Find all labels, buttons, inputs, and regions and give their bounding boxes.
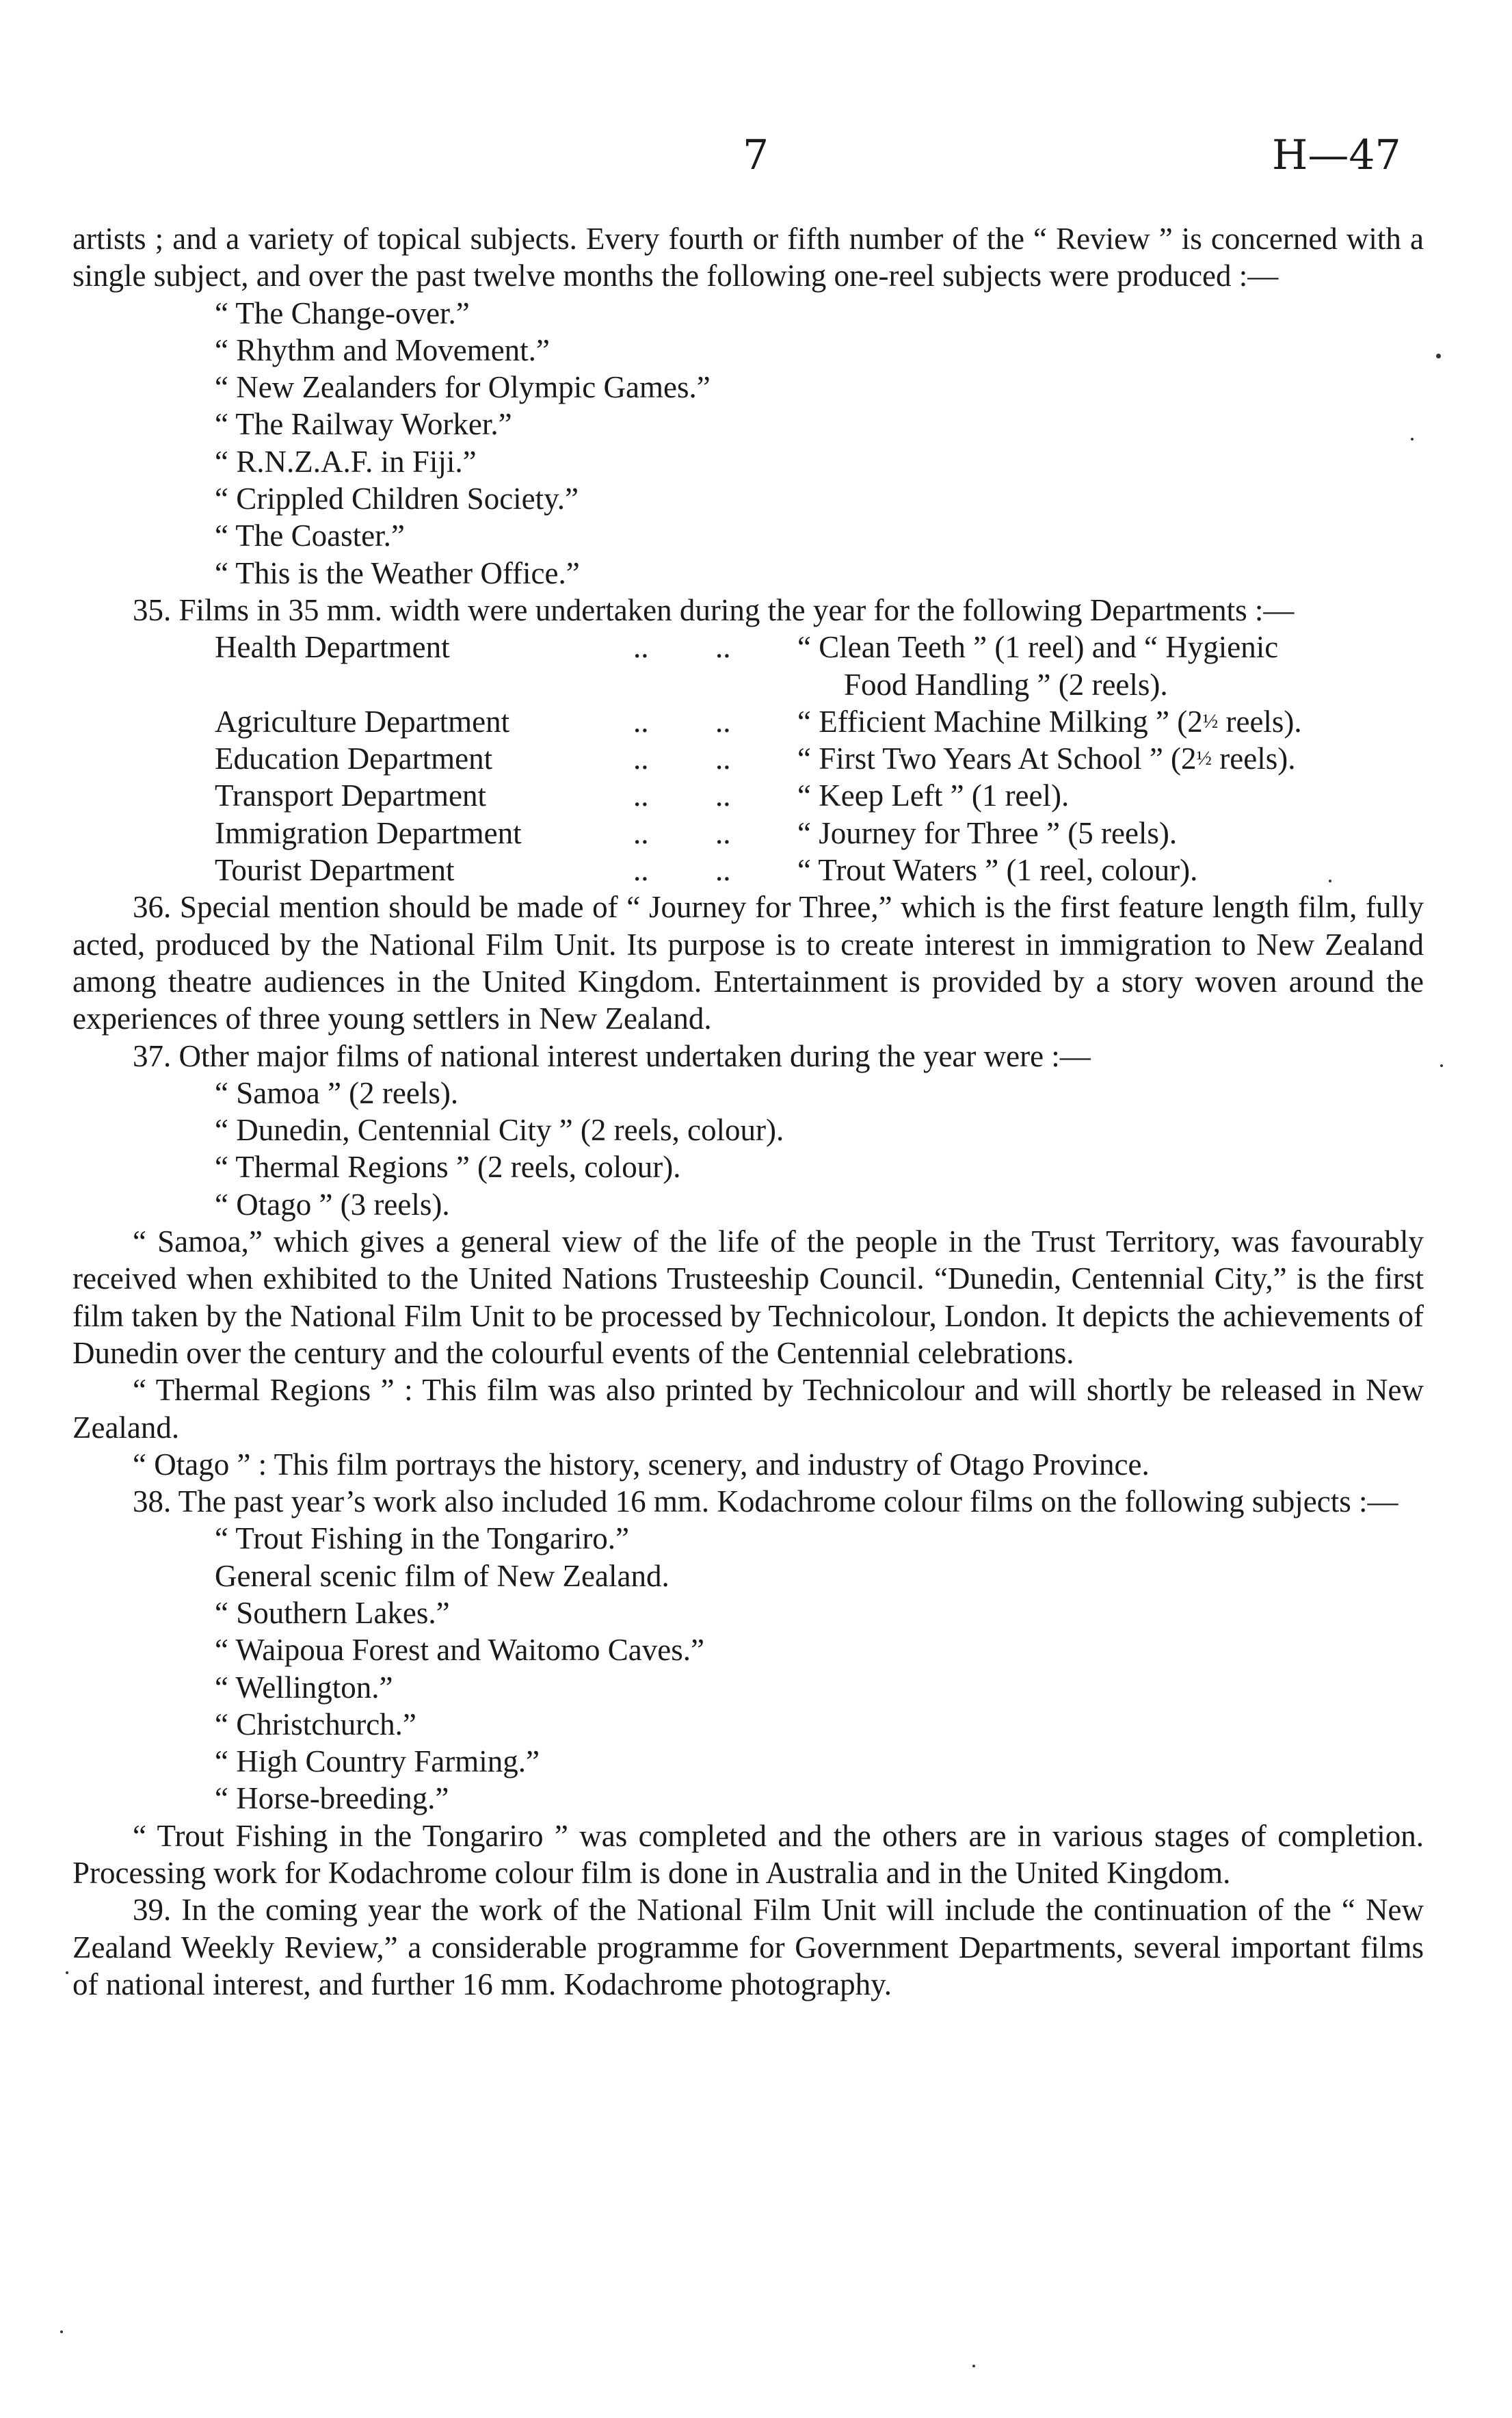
department-name: Education Department [215, 741, 493, 776]
intro-paragraph: artists ; and a variety of topical subjects. Every fourth or fifth number of the “ Review ” is concerned with a single subject, and over the past twelve months the following one-reel subjects were produced :— [72, 222, 1424, 293]
department-name: Immigration Department [215, 815, 522, 850]
paragraph-otago: “ Otago ” : This film portrays the history, scenery, and industry of Otago Province. [133, 1447, 1150, 1482]
scan-speck [1440, 1064, 1443, 1067]
table-row [72, 777, 1424, 814]
table-row [72, 703, 1424, 740]
department-film: “ Efficient Machine Milking ” (2½ reels). [797, 704, 1302, 739]
list-item: “ The Change-over.” [215, 295, 470, 330]
list-item: “ High Country Farming.” [215, 1744, 540, 1779]
table-row [72, 740, 1424, 777]
leader-dots: .. .. [633, 853, 731, 888]
list-item: “ Rhythm and Movement.” [215, 332, 550, 367]
leader-dots: .. .. [633, 741, 731, 776]
table-row [72, 852, 1424, 889]
list-item: “ Dunedin, Centennial City ” (2 reels, colour). [215, 1113, 784, 1148]
department-film: “ Journey for Three ” (5 reels). [797, 815, 1178, 850]
list-item: “ Christchurch.” [215, 1707, 416, 1742]
list-item: “ Otago ” (3 reels). [215, 1187, 450, 1222]
scan-speck [1436, 354, 1441, 358]
leader-dots: .. .. [633, 630, 731, 665]
national-films-list [72, 1075, 1424, 1223]
leader-dots: .. .. [633, 704, 731, 739]
leader-dots: .. .. [633, 778, 731, 813]
kodachrome-subjects-list [72, 1520, 1424, 1817]
paragraph-trout-fishing: “ Trout Fishing in the Tongariro ” was completed and the others are in various stages of completion. Processing work for Kodachrome colour film is done in Australia and in the United Kingdom. [72, 1818, 1424, 1891]
scan-speck [1329, 880, 1331, 882]
department-name: Health Department [215, 630, 450, 665]
scan-speck [1411, 438, 1414, 441]
department-film: “ Clean Teeth ” (1 reel) and “ Hygienic Food Handling ” (2 reels). [797, 630, 1279, 702]
list-item: “ New Zealanders for Olympic Games.” [215, 370, 711, 405]
table-row [72, 629, 1424, 703]
department-name: Agriculture Department [215, 704, 510, 739]
list-item: “ This is the Weather Office.” [215, 555, 580, 590]
department-name: Tourist Department [215, 853, 455, 888]
departments-table [72, 629, 1424, 889]
paragraph-39: 39. In the coming year the work of the National Film Unit will include the continuation of the “ New Zealand Weekly Review,” a considerable programme for Government Departments, several important films of national interest, and further 16 mm. Kodachrome photography. [72, 1893, 1424, 2001]
list-item: “ Crippled Children Society.” [215, 482, 579, 516]
department-name: Transport Department [215, 778, 487, 813]
one-reel-subjects-list [72, 295, 1424, 592]
list-item: “ Horse-breeding.” [215, 1781, 449, 1816]
department-film: “ Keep Left ” (1 reel). [797, 778, 1070, 813]
list-item: “ The Railway Worker.” [215, 407, 512, 442]
list-item: “ The Coaster.” [215, 518, 405, 553]
page-number: 7 [743, 131, 769, 179]
list-item: “ Trout Fishing in the Tongariro.” [215, 1521, 630, 1556]
document-reference: H—47 [1272, 131, 1401, 179]
list-item: “ R.N.Z.A.F. in Fiji.” [215, 444, 477, 479]
scan-speck [66, 1971, 68, 1974]
paragraph-38: 38. The past year’s work also included 16 mm. Kodachrome colour films on the following subjects :— [133, 1484, 1398, 1519]
document-body [72, 220, 1424, 2003]
department-film: “ First Two Years At School ” (2½ reels). [797, 741, 1296, 776]
list-item: “ Waipoua Forest and Waitomo Caves.” [215, 1633, 704, 1668]
page-header [0, 131, 1512, 186]
paragraph-36: 36. Special mention should be made of “ Journey for Three,” which is the first feature length film, fully acted, produced by the National Film Unit. Its purpose is to create interest in immigration to New Zealand among theatre audiences in the United Kingdom. Entertainment is provided by a story woven around the experiences of three young settlers in New Zealand. [72, 890, 1424, 1036]
paragraph-37: 37. Other major films of national interest undertaken during the year were :— [133, 1038, 1091, 1073]
paragraph-35: 35. Films in 35 mm. width were undertaken during the year for the following Departments :— [133, 592, 1295, 627]
scan-speck [60, 2330, 63, 2333]
paragraph-samoa: “ Samoa,” which gives a general view of the life of the people in the Trust Territory, was favourably received when exhibited to the United Nations Trusteeship Council. “Dunedin, Centennial City,” is the first film taken by the National Film Unit to be processed by Technicolour, London. It depicts the achievements of Dunedin over the century and the colourful events of the Centennial celebrations. [72, 1224, 1424, 1370]
leader-dots: .. .. [633, 815, 731, 850]
paragraph-thermal-regions: “ Thermal Regions ” : This film was also printed by Technicolour and will shortly be released in New Zealand. [72, 1373, 1424, 1445]
list-item: “ Wellington.” [215, 1670, 393, 1705]
list-item: “ Thermal Regions ” (2 reels, colour). [215, 1150, 681, 1185]
department-film: “ Trout Waters ” (1 reel, colour). [797, 853, 1198, 888]
list-item: “ Samoa ” (2 reels). [215, 1075, 459, 1110]
table-row [72, 815, 1424, 852]
list-item: General scenic film of New Zealand. [215, 1558, 669, 1593]
list-item: “ Southern Lakes.” [215, 1595, 450, 1630]
scan-speck [972, 2365, 975, 2367]
